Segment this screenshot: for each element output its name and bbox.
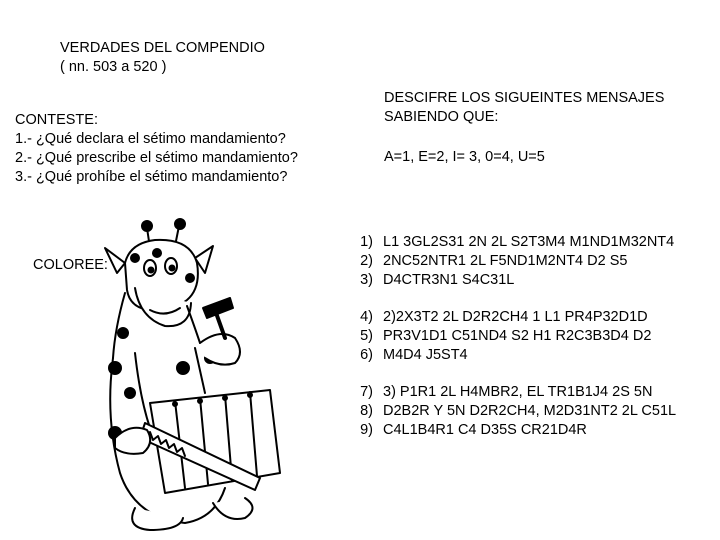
- message-row: [343, 233, 674, 252]
- message-row: [343, 308, 651, 327]
- message-text: M4D4 J5ST4: [383, 347, 468, 363]
- message-row: [343, 252, 674, 271]
- message-text: 2NC52NTR1 2L F5ND1M2NT4 D2 S5: [383, 253, 628, 269]
- message-row: [343, 402, 676, 421]
- message-group-3: [343, 383, 676, 440]
- message-row: [343, 271, 674, 290]
- title-line-1: VERDADES DEL COMPENDIO: [60, 40, 265, 56]
- message-text: L1 3GL2S31 2N 2L S2T3M4 M1ND1M32NT4: [383, 234, 675, 250]
- coloring-label: COLOREE:: [33, 257, 108, 273]
- title-line-2: ( nn. 503 a 520 ): [60, 59, 167, 75]
- message-number: 7): [360, 384, 373, 400]
- question-2: 2.- ¿Qué prescribe el sétimo mandamiento?: [15, 150, 298, 166]
- message-row: [343, 383, 676, 402]
- message-text: 3) P1R1 2L H4MBR2, EL TR1B1J4 2S 5N: [383, 384, 653, 400]
- message-text: 2)2X3T2 2L D2R2CH4 1 L1 PR4P32D1D: [383, 309, 648, 325]
- message-row: [343, 421, 676, 440]
- decipher-line-1: DESCIFRE LOS SIGUEINTES MENSAJES: [384, 90, 665, 106]
- questions-heading: CONTESTE:: [15, 112, 98, 128]
- question-1: 1.- ¿Qué declara el sétimo mandamiento?: [15, 131, 286, 147]
- message-text: C4L1B4R1 C4 D35S CR21D4R: [383, 422, 587, 438]
- giraffe-left-ear: [105, 248, 125, 273]
- message-number: 8): [360, 403, 373, 419]
- message-number: 5): [360, 328, 373, 344]
- message-group-2: [343, 308, 651, 365]
- questions-section: [15, 111, 298, 187]
- page-title: [60, 39, 265, 77]
- question-3: 3.- ¿Qué prohíbe el sétimo mandamiento?: [15, 169, 288, 185]
- message-row: [343, 346, 651, 365]
- message-number: 2): [360, 253, 373, 269]
- message-number: 9): [360, 422, 373, 438]
- message-row: [343, 327, 651, 346]
- message-text: D4CTR3N1 S4C31L: [383, 272, 515, 288]
- decipher-line-2: SABIENDO QUE:: [384, 109, 499, 125]
- decipher-instructions: [384, 89, 664, 127]
- message-number: 4): [360, 309, 373, 325]
- message-number: 1): [360, 234, 373, 250]
- message-text: PR3V1D1 C51ND4 S2 H1 R2C3B3D4 D2: [383, 328, 652, 344]
- message-group-1: [343, 233, 674, 290]
- giraffe-carpenter-illustration: [95, 218, 305, 538]
- cipher-key: A=1, E=2, I= 3, 0=4, U=5: [384, 149, 545, 165]
- message-number: 6): [360, 347, 373, 363]
- message-text: D2B2R Y 5N D2R2CH4, M2D31NT2 2L C51L: [383, 403, 677, 419]
- message-number: 3): [360, 272, 373, 288]
